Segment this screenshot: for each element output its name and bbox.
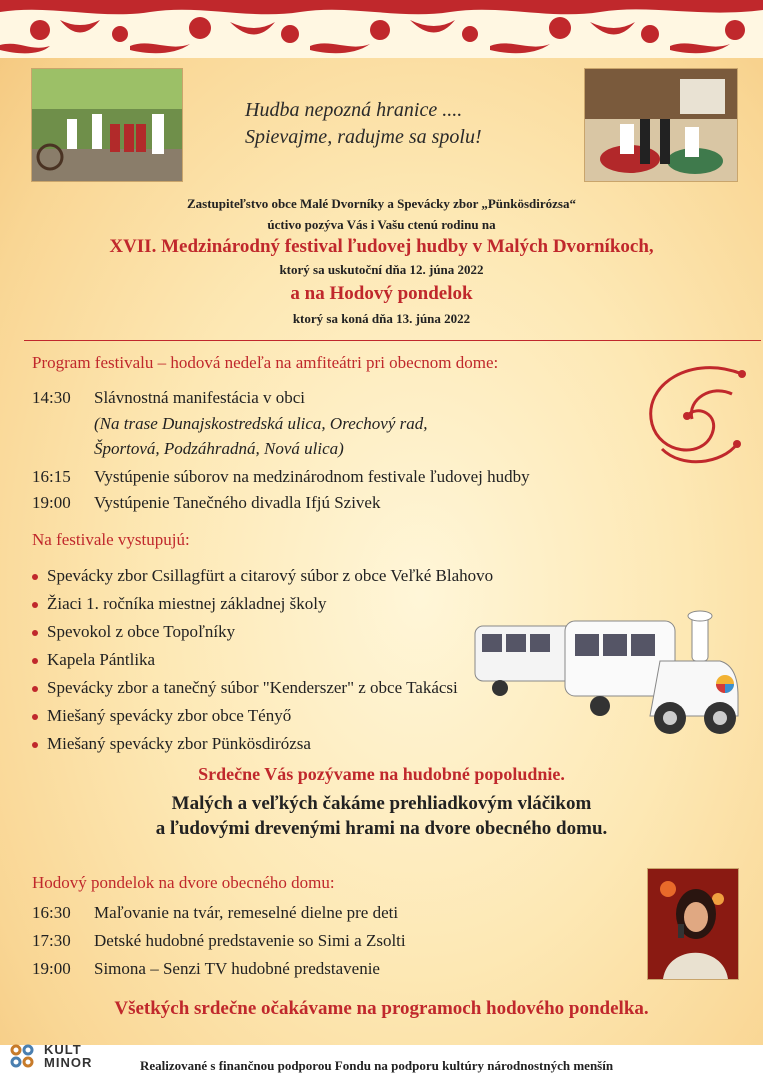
motto-line-2: Spievajme, radujme sa spolu! xyxy=(245,126,482,148)
monday-heading: Hodový pondelok na dvore obecného domu: xyxy=(32,873,335,892)
swirl-ornament xyxy=(632,354,750,474)
festival-date: ktorý sa uskutoční dňa 12. júna 2022 xyxy=(279,262,484,277)
logo-line-1: KULT xyxy=(44,1042,82,1057)
closing-text: Všetkých srdečne očakávame na programoch hodového pondelka. xyxy=(114,998,649,1019)
monday-text: Simona – Senzi TV hudobné predstavenie xyxy=(94,959,380,978)
invite-line-2: Malých a veľkých čakáme prehliadkovým vláčikom xyxy=(171,793,592,814)
monday-title: a na Hodový pondelok xyxy=(290,283,473,304)
invite-line-3: a ľudovými drevenými hrami na dvore obecného domu. xyxy=(155,818,608,839)
list-item: Žiaci 1. ročníka miestnej základnej školy xyxy=(32,590,493,618)
invite-line-1: Srdečne Vás pozývame na hudobné popoludnie. xyxy=(198,764,565,784)
program-time: 14:30 xyxy=(32,388,71,407)
kultminor-logo xyxy=(8,1040,118,1074)
festival-title: XVII. Medzinárodný festival ľudovej hudby v Malých Dvorníkoch, xyxy=(109,236,654,257)
list-item: Spevácky zbor Csillagfürt a citarový súbor z obce Veľké Blahovo xyxy=(32,562,493,590)
route-line-1: (Na trase Dunajskostredská ulica, Orechový rad, xyxy=(94,414,428,433)
performers-heading: Na festivale vystupujú: xyxy=(32,530,190,549)
support-text: Realizované s finančnou podporou Fondu na podporu kultúry národnostných menšín xyxy=(140,1058,614,1073)
monday-date: ktorý sa koná dňa 13. júna 2022 xyxy=(292,311,471,326)
monday-item xyxy=(32,900,398,925)
monday-time: 17:30 xyxy=(32,931,71,950)
list-item: Miešaný spevácky zbor Pünkösdirózsa xyxy=(32,730,493,758)
monday-time: 16:30 xyxy=(32,903,71,922)
program-text: Vystúpenie Tanečného divadla Ifjú Szivek xyxy=(94,493,381,512)
program-item xyxy=(32,464,530,489)
floral-ornament-header xyxy=(0,0,763,58)
program-text: Slávnostná manifestácia v obci xyxy=(94,388,306,407)
monday-text: Maľovanie na tvár, remeselné dielne pre deti xyxy=(94,903,399,922)
organizer-line-1: Zastupiteľstvo obce Malé Dvorníky a Spevácky zbor „Pünkösdirózsa“ xyxy=(186,196,576,211)
monday-text: Detské hudobné predstavenie so Simi a Zsolti xyxy=(94,931,406,950)
performers-list xyxy=(32,562,493,758)
program-heading: Program festivalu – hodová nedeľa na amfiteátri pri obecnom dome: xyxy=(32,353,499,372)
monday-item xyxy=(32,956,380,981)
divider xyxy=(24,340,761,341)
program-text: Vystúpenie súborov na medzinárodnom festivale ľudovej hudby xyxy=(94,467,530,486)
program-item xyxy=(32,490,380,515)
list-item: Kapela Pántlika xyxy=(32,646,493,674)
list-item: Spevácky zbor a tanečný súbor "Kenderszer" z obce Takácsi xyxy=(32,674,493,702)
route-line-2: Športová, Podzáhradná, Nová ulica) xyxy=(94,439,344,458)
invite-text xyxy=(0,791,763,841)
logo-line-2: MINOR xyxy=(44,1055,93,1070)
motto xyxy=(245,97,482,151)
program-time: 19:00 xyxy=(32,493,71,512)
tourist-train-image xyxy=(470,606,745,746)
monday-item xyxy=(32,928,406,953)
organizer-line-2: úctivo pozýva Vás i Vašu ctenú rodinu na xyxy=(267,217,496,232)
organizer-text xyxy=(0,193,763,235)
singer-photo xyxy=(647,868,739,980)
dancers-photo xyxy=(584,68,738,182)
program-time: 16:15 xyxy=(32,467,71,486)
list-item: Spevokol z obce Topoľníky xyxy=(32,618,493,646)
monday-time: 19:00 xyxy=(32,959,71,978)
parade-photo xyxy=(31,68,183,182)
motto-line-1: Hudba nepozná hranice .... xyxy=(245,99,463,121)
program-item xyxy=(32,385,305,410)
list-item: Miešaný spevácky zbor obce Tényő xyxy=(32,702,493,730)
